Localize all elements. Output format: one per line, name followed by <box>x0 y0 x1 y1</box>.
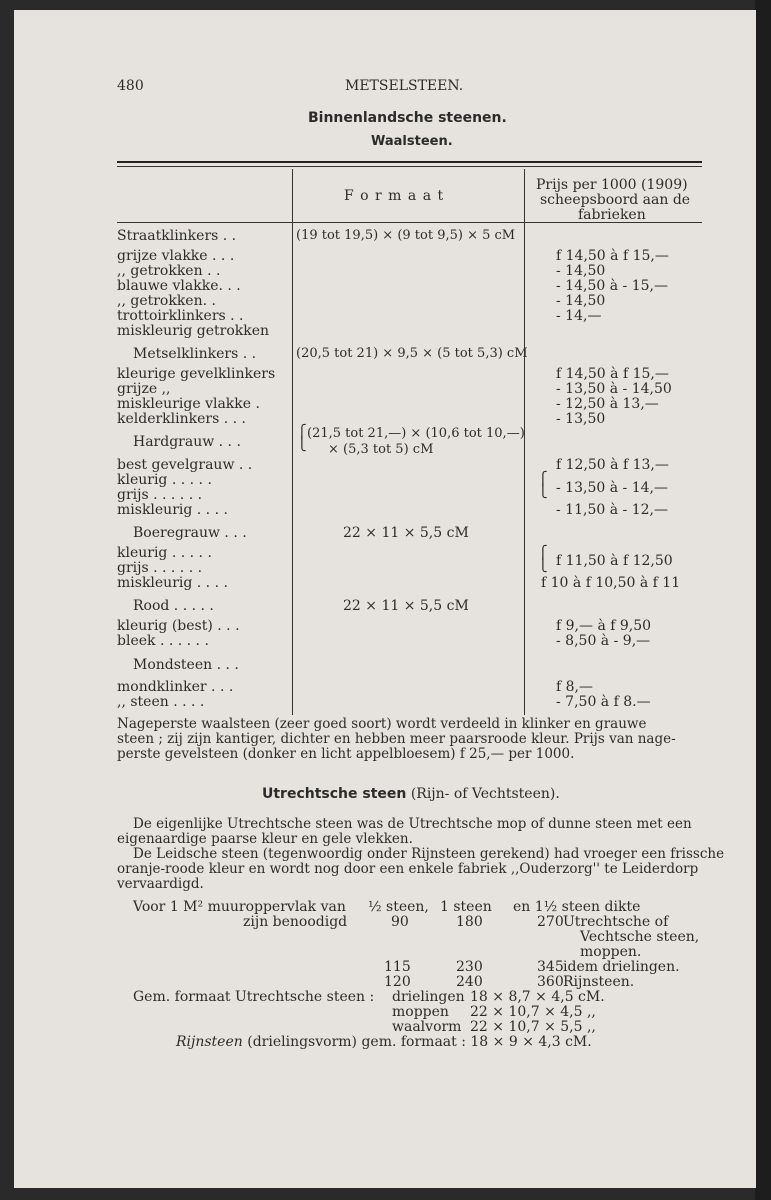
group-label: Boeregrauw . . . <box>133 525 247 541</box>
row-price: - 12,50 à 13,— <box>556 396 659 412</box>
paragraph-line: De Leidsche steen (tegenwoordig onder Rijnsteen gerekend) had vroeger een frissche <box>133 846 725 862</box>
qty-b: 230 <box>456 959 483 975</box>
qty-a: 120 <box>384 974 411 990</box>
col-header-price-3: fabrieken <box>578 207 646 223</box>
half-steen: ½ steen, <box>368 899 429 915</box>
rijnsteen-italic: Rijnsteen <box>176 1034 243 1050</box>
row-name: kleurige gevelklinkers <box>117 366 276 382</box>
row-name: kelderklinkers . . . <box>117 411 246 427</box>
table-col-divider-1 <box>292 169 293 715</box>
note-line: steen ; zij zijn kantiger, dichter en hebben meer paarsroode kleur. Prijs van nage- <box>117 731 676 747</box>
row-name: ,, getrokken . . <box>117 263 221 279</box>
paragraph-line: eigenaardige paarse kleur en gele vlekken. <box>117 831 413 847</box>
gem-dims: 22 × 10,7 × 5,5 ,, <box>470 1019 596 1035</box>
qty-c: 270 <box>537 914 564 930</box>
row-price: f 14,50 à f 15,— <box>556 366 669 382</box>
row-price: f 10 à f 10,50 à f 11 <box>541 575 681 591</box>
brace: ⎧ ⎩ <box>538 472 548 499</box>
row-name: ,, steen . . . . <box>117 694 205 710</box>
qty-desc-cont: Vechtsche steen, <box>580 929 700 945</box>
row-price: f 9,— à f 9,50 <box>556 618 652 634</box>
onehalf-steen: en 1½ steen dikte <box>513 899 641 915</box>
qty-b: 240 <box>456 974 483 990</box>
qty-desc: Utrechtsche of <box>563 914 669 930</box>
book-spine <box>755 0 771 1200</box>
row-price: - 14,50 <box>556 293 606 309</box>
qty-c: 360 <box>537 974 564 990</box>
row-price: - 14,50 à - 15,— <box>556 278 668 294</box>
col-header-price-2: scheepsboord aan de <box>540 192 691 208</box>
group-label: Straatklinkers . . <box>117 228 237 244</box>
row-price: - 7,50 à f 8.— <box>556 694 651 710</box>
group-format: 22 × 11 × 5,5 cM <box>343 525 469 541</box>
qty-desc: idem drielingen. <box>563 959 680 975</box>
row-price: - 14,— <box>556 308 602 324</box>
paragraph-line: vervaardigd. <box>117 876 204 892</box>
benoodigd-label: zijn benoodigd <box>243 914 348 930</box>
gem-name: drielingen <box>392 989 465 1005</box>
row-price: - 13,50 à - 14,50 <box>556 381 672 397</box>
row-name: grijs . . . . . . <box>117 560 203 576</box>
row-name: miskleurige vlakke . <box>117 396 260 412</box>
utrecht-heading-rest: (Rijn- of Vechtsteen). <box>410 786 560 802</box>
rijnsteen-rest: (drielingsvorm) gem. formaat : 18 × 9 × 4,3 cM. <box>247 1034 592 1050</box>
row-name: kleurig . . . . . <box>117 545 212 561</box>
gem-name: waalvorm <box>392 1019 462 1035</box>
row-name: miskleurig . . . . <box>117 575 228 591</box>
rijnsteen-line <box>176 1034 592 1050</box>
page-number: 480 <box>117 78 144 94</box>
brace: ⎧ ⎩ <box>297 425 307 452</box>
col-header-format: F o r m a a t <box>344 188 445 204</box>
row-name: kleurig (best) . . . <box>117 618 240 634</box>
qty-desc-cont: moppen. <box>580 944 642 960</box>
gem-label: Gem. formaat Utrechtsche steen : <box>133 989 375 1005</box>
row-price: - 8,50 à - 9,— <box>556 633 651 649</box>
row-name: ,, getrokken. . <box>117 293 216 309</box>
row-name: grijs . . . . . . <box>117 487 203 503</box>
row-price: f 8,— <box>556 679 593 695</box>
row-name: miskleurig . . . . <box>117 502 228 518</box>
qty-desc: Rijnsteen. <box>563 974 635 990</box>
note-line: Nageperste waalsteen (zeer goed soort) wordt verdeeld in klinker en grauwe <box>117 716 647 732</box>
paragraph-line: De eigenlijke Utrechtsche steen was de Utrechtsche mop of dunne steen met een <box>133 816 692 832</box>
row-price: - 14,50 <box>556 263 606 279</box>
row-name: best gevelgrauw . . <box>117 457 253 473</box>
group-label: Rood . . . . . <box>133 598 214 614</box>
group-format: (20,5 tot 21) × 9,5 × (5 tot 5,3) cM <box>296 346 528 361</box>
group-format-line-2: × (5,3 tot 5) cM <box>328 442 434 457</box>
one-steen: 1 steen <box>440 899 492 915</box>
row-price: f 12,50 à f 13,— <box>556 457 669 473</box>
gem-name: moppen <box>392 1004 449 1020</box>
table-top-rule-2 <box>117 166 702 167</box>
group-label: Hardgrauw . . . <box>133 434 241 450</box>
group-format-line-1: (21,5 tot 21,—) × (10,6 tot 10,—) <box>307 426 525 441</box>
row-name: mondklinker . . . <box>117 679 234 695</box>
row-name: blauwe vlakke. . . <box>117 278 241 294</box>
row-name: grijze vlakke . . . <box>117 248 235 264</box>
col-header-price-1: Prijs per 1000 (1909) <box>536 177 688 193</box>
row-name: grijze ,, <box>117 381 171 397</box>
brace: ⎧ ⎩ <box>538 546 548 573</box>
row-price: f 14,50 à f 15,— <box>556 248 669 264</box>
group-label: Metselklinkers . . <box>133 346 257 362</box>
table-top-rule <box>117 161 702 163</box>
group-format: (19 tot 19,5) × (9 tot 9,5) × 5 cM <box>296 228 516 243</box>
gem-dims: 18 × 8,7 × 4,5 cM. <box>470 989 605 1005</box>
qty-c: 345 <box>537 959 564 975</box>
row-price: - 13,50 à - 14,— <box>556 480 668 496</box>
row-price: f 11,50 à f 12,50 <box>556 553 673 569</box>
section-title: Binnenlandsche steenen. <box>308 110 507 126</box>
paragraph-line: oranje-roode kleur en wordt nog door een enkele fabriek ,,Ouderzorg'' te Leiderdorp <box>117 861 699 877</box>
row-price: - 11,50 à - 12,— <box>556 502 668 518</box>
note-line: perste gevelsteen (donker en licht appelbloesem) f 25,— per 1000. <box>117 746 575 762</box>
row-name: kleurig . . . . . <box>117 472 212 488</box>
table-col-divider-2 <box>524 169 525 715</box>
row-name: miskleurig getrokken <box>117 323 270 339</box>
utrecht-heading-bold: Utrechtsche steen <box>262 786 407 802</box>
group-format: 22 × 11 × 5,5 cM <box>343 598 469 614</box>
qty-b: 180 <box>456 914 483 930</box>
qty-a: 115 <box>384 959 411 975</box>
gem-dims: 22 × 10,7 × 4,5 ,, <box>470 1004 596 1020</box>
row-price: - 13,50 <box>556 411 606 427</box>
row-name: trottoirklinkers . . <box>117 308 244 324</box>
row-name: bleek . . . . . . <box>117 633 209 649</box>
running-title: METSELSTEEN. <box>345 78 464 94</box>
section-subtitle: Waalsteen. <box>371 134 453 149</box>
voor-label: Voor 1 M² muuroppervlak van <box>133 899 346 915</box>
qty-a: 90 <box>391 914 409 930</box>
group-label: Mondsteen . . . <box>133 657 239 673</box>
utrecht-heading <box>262 786 560 802</box>
